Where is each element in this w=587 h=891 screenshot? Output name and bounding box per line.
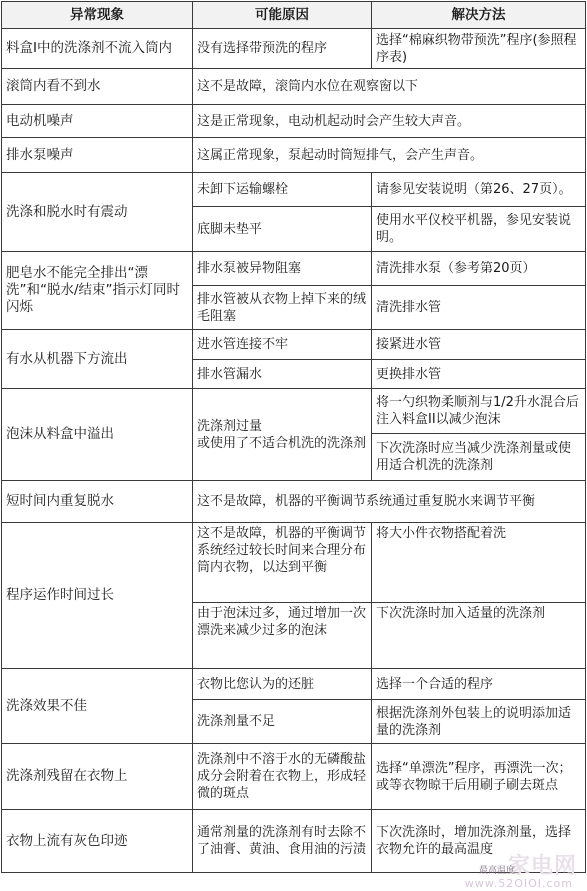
solution-cell: 下次洗涤时加入适量的洗涤剂	[372, 603, 586, 669]
solution-cell: 请参见安装说明（第26、27页）。	[372, 173, 586, 207]
table-row	[2, 669, 586, 700]
solution-cell: 下次洗涤时应当减少洗涤剂量或使用适合机洗的洗涤剂	[372, 434, 586, 481]
watermark-logo: 家电网	[507, 854, 577, 879]
header-solution: 解决方法	[372, 2, 586, 29]
header-symptom: 异常现象	[2, 2, 193, 29]
solution-cell: 清洗排水管	[372, 286, 586, 330]
cause-cell: 衣物比您认为的还脏	[193, 669, 372, 700]
watermark-url: www.52OIOI.com	[464, 877, 573, 890]
cause-cell: 底脚未垫平	[193, 207, 372, 252]
solution-cell: 接紧进水管	[372, 330, 586, 360]
solution-cell: 使用水平仪校平机器，参见安装说明。	[372, 207, 586, 252]
solution-cell: 将大小件衣物搭配着洗	[372, 523, 586, 603]
symptom-cell: 洗涤剂残留在衣物上	[2, 744, 193, 810]
solution-cell: 更换排水管	[372, 360, 586, 389]
cause-cell: 洗涤剂量不足	[193, 700, 372, 744]
cause-cell: 进水管连接不牢	[193, 330, 372, 360]
symptom-cell: 短时间内重复脱水	[2, 481, 193, 523]
symptom-cell: 有水从机器下方流出	[2, 330, 193, 389]
cause-cell: 这属正常现象，泵起动时筒短排气，会产生声音。	[193, 138, 586, 173]
symptom-cell: 滚筒内看不到水	[2, 69, 193, 105]
symptom-cell: 排水泵噪声	[2, 138, 193, 173]
symptom-cell: 程序运作时间过长	[2, 523, 193, 669]
symptom-cell: 料盒I中的洗涤剂不流入筒内	[2, 29, 193, 69]
solution-cell: 选择“单漂洗”程序，再漂洗一次；或等衣物晾干后用刷子刷去斑点	[372, 744, 586, 810]
table-header-row	[2, 2, 586, 29]
table-row	[2, 105, 586, 138]
site-watermark	[433, 856, 583, 890]
table-row	[2, 29, 586, 69]
table-row	[2, 744, 586, 810]
cause-cell: 这不是故障，滚筒内水位在观察窗以下	[193, 69, 586, 105]
cause-cell: 通常剂量的洗涤剂有时去除不了油膏、黄油、食用油的污渍	[193, 810, 372, 873]
table-row	[2, 69, 586, 105]
table-row	[2, 173, 586, 207]
troubleshooting-table	[1, 1, 586, 873]
table-row	[2, 523, 586, 603]
header-cause: 可能原因	[193, 2, 372, 29]
cause-cell: 这不是故障，机器的平衡调节系统经过较长时间来合理分布筒内衣物，以达到平衡	[193, 523, 372, 603]
cause-cell: 未卸下运输螺栓	[193, 173, 372, 207]
solution-cell: 选择“棉麻织物带预洗”程序(参照程序表)	[372, 29, 586, 69]
symptom-cell: 洗涤效果不佳	[2, 669, 193, 744]
symptom-cell: 电动机噪声	[2, 105, 193, 138]
cause-cell: 这是正常现象，电动机起动时会产生较大声音。	[193, 105, 586, 138]
table-row	[2, 481, 586, 523]
table-row	[2, 252, 586, 286]
solution-cell: 将一勺织物柔顺剂与1/2升水混合后注入料盒II以减少泡沫	[372, 389, 586, 434]
symptom-cell: 泡沫从料盒中溢出	[2, 389, 193, 481]
watermark-note: 最高温度	[478, 866, 515, 876]
solution-cell: 清洗排水泵（参考第20页）	[372, 252, 586, 286]
table-row	[2, 138, 586, 173]
cause-cell: 洗涤剂中不溶于水的无磷酸盐成分会附着在衣物上，形成轻微的斑点	[193, 744, 372, 810]
cause-cell: 排水管漏水	[193, 360, 372, 389]
cause-cell: 排水泵被异物阻塞	[193, 252, 372, 286]
cause-cell: 洗涤剂过量 或使用了不适合机洗的洗涤剂	[193, 389, 372, 481]
cause-cell: 这不是故障，机器的平衡调节系统通过重复脱水来调节平衡	[193, 481, 586, 523]
symptom-cell: 肥皂水不能完全排出“漂洗”和“脱水/结束”指示灯同时闪烁	[2, 252, 193, 330]
cause-cell: 由于泡沫过多，通过增加一次漂洗来减少过多的泡沫	[193, 603, 372, 669]
symptom-cell: 衣物上流有灰色印迹	[2, 810, 193, 873]
solution-cell: 下次洗涤时，增加洗涤剂量，选择衣物允许的最高温度	[372, 810, 586, 873]
table-row	[2, 389, 586, 434]
symptom-cell: 洗涤和脱水时有震动	[2, 173, 193, 252]
table-row	[2, 330, 586, 360]
solution-cell: 选择一个合适的程序	[372, 669, 586, 700]
solution-cell: 根据洗涤剂外包装上的说明添加适量的洗涤剂	[372, 700, 586, 744]
cause-cell: 没有选择带预洗的程序	[193, 29, 372, 69]
cause-cell: 排水管被从衣物上掉下来的绒毛阻塞	[193, 286, 372, 330]
